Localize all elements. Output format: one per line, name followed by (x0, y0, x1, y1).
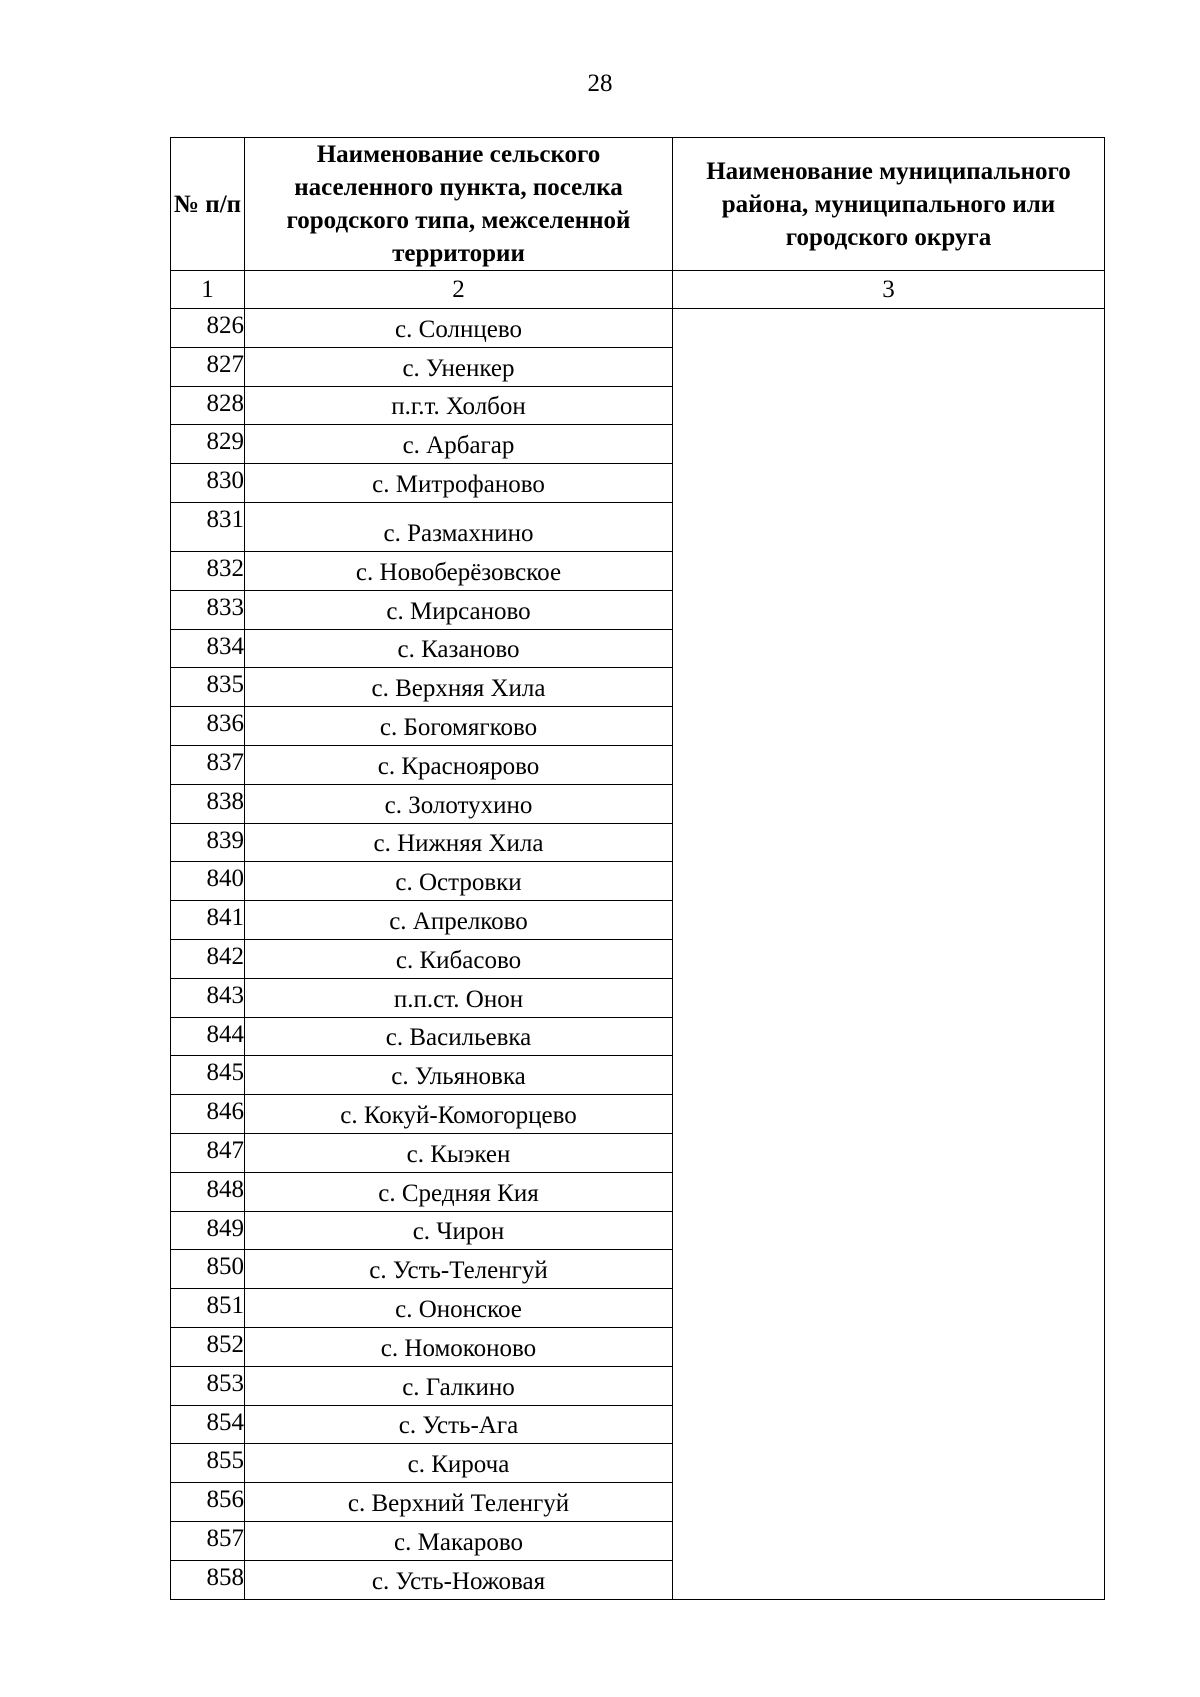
row-number: 829 (171, 425, 245, 464)
column-number: 1 (171, 271, 245, 309)
row-number: 856 (171, 1483, 245, 1522)
page-number: 28 (587, 70, 613, 97)
settlement-name: с. Краснoярово (245, 745, 673, 784)
row-number: 836 (171, 707, 245, 746)
row-number: 850 (171, 1250, 245, 1289)
settlement-name: с. Островки (245, 862, 673, 901)
settlement-name: с. Усть-Ножовая (245, 1560, 673, 1599)
row-number: 857 (171, 1521, 245, 1560)
row-number: 848 (171, 1172, 245, 1211)
row-number: 827 (171, 347, 245, 386)
row-number: 844 (171, 1017, 245, 1056)
settlement-name: с. Кыэкен (245, 1133, 673, 1172)
settlement-name: с. Усть-Ага (245, 1405, 673, 1444)
district-cell (673, 309, 1105, 1600)
column-number-row (171, 271, 1105, 309)
row-number: 834 (171, 629, 245, 668)
settlement-name: с. Арбагар (245, 425, 673, 464)
row-number: 851 (171, 1289, 245, 1328)
settlement-name: с. Уненкер (245, 347, 673, 386)
settlement-name: с. Казаново (245, 629, 673, 668)
settlement-name: с. Кокуй-Комогорцево (245, 1095, 673, 1134)
settlement-name: с. Кироча (245, 1444, 673, 1483)
settlement-name: с. Ульяновка (245, 1056, 673, 1095)
row-number: 842 (171, 939, 245, 978)
table-body (171, 309, 1105, 1600)
settlement-name: с. Чирон (245, 1211, 673, 1250)
column-number: 3 (673, 271, 1105, 309)
row-number: 841 (171, 901, 245, 940)
row-number: 835 (171, 668, 245, 707)
settlement-name: с. Нижняя Хила (245, 823, 673, 862)
settlement-name: с. Размахнино (245, 502, 673, 551)
row-number: 849 (171, 1211, 245, 1250)
table-row (171, 309, 1105, 348)
settlement-name: с. Васильевка (245, 1017, 673, 1056)
row-number: 833 (171, 590, 245, 629)
row-number: 852 (171, 1327, 245, 1366)
row-number: 826 (171, 309, 245, 348)
row-number: 847 (171, 1133, 245, 1172)
settlement-name: с. Мирсаново (245, 590, 673, 629)
row-number: 846 (171, 1095, 245, 1134)
row-number: 838 (171, 784, 245, 823)
row-number: 828 (171, 386, 245, 425)
row-number: 843 (171, 978, 245, 1017)
row-number: 837 (171, 745, 245, 784)
header-district-name: Наименование муниципального района, муниципального или городского округа (673, 138, 1105, 271)
row-number: 840 (171, 862, 245, 901)
settlement-name: с. Верхняя Хила (245, 668, 673, 707)
header-number: № п/п (171, 138, 245, 271)
settlement-name: с. Ононское (245, 1289, 673, 1328)
row-number: 855 (171, 1444, 245, 1483)
settlement-name: п.п.ст. Онон (245, 978, 673, 1017)
row-number: 853 (171, 1366, 245, 1405)
settlement-name: п.г.т. Холбон (245, 386, 673, 425)
settlement-name: с. Галкино (245, 1366, 673, 1405)
settlement-name: с. Новоберёзовское (245, 551, 673, 590)
settlement-name: с. Митрофаново (245, 464, 673, 503)
row-number: 839 (171, 823, 245, 862)
column-number: 2 (245, 271, 673, 309)
settlements-table (170, 137, 1105, 1600)
row-number: 832 (171, 551, 245, 590)
row-number: 830 (171, 464, 245, 503)
row-number: 831 (171, 502, 245, 551)
settlement-name: с. Верхний Теленгуй (245, 1483, 673, 1522)
table-header-row (171, 138, 1105, 271)
settlement-name: с. Средняя Кия (245, 1172, 673, 1211)
header-settlement-name: Наименование сельского населенного пункта, поселка городского типа, межселенной территории (245, 138, 673, 271)
settlement-name: с. Номоконово (245, 1327, 673, 1366)
settlement-name: с. Макарово (245, 1521, 673, 1560)
row-number: 845 (171, 1056, 245, 1095)
row-number: 854 (171, 1405, 245, 1444)
settlement-name: с. Кибасово (245, 939, 673, 978)
settlement-name: с. Богомягково (245, 707, 673, 746)
settlement-name: с. Золотухино (245, 784, 673, 823)
settlement-name: с. Апрелково (245, 901, 673, 940)
settlement-name: с. Солнцево (245, 309, 673, 348)
row-number: 858 (171, 1560, 245, 1599)
settlement-name: с. Усть-Теленгуй (245, 1250, 673, 1289)
